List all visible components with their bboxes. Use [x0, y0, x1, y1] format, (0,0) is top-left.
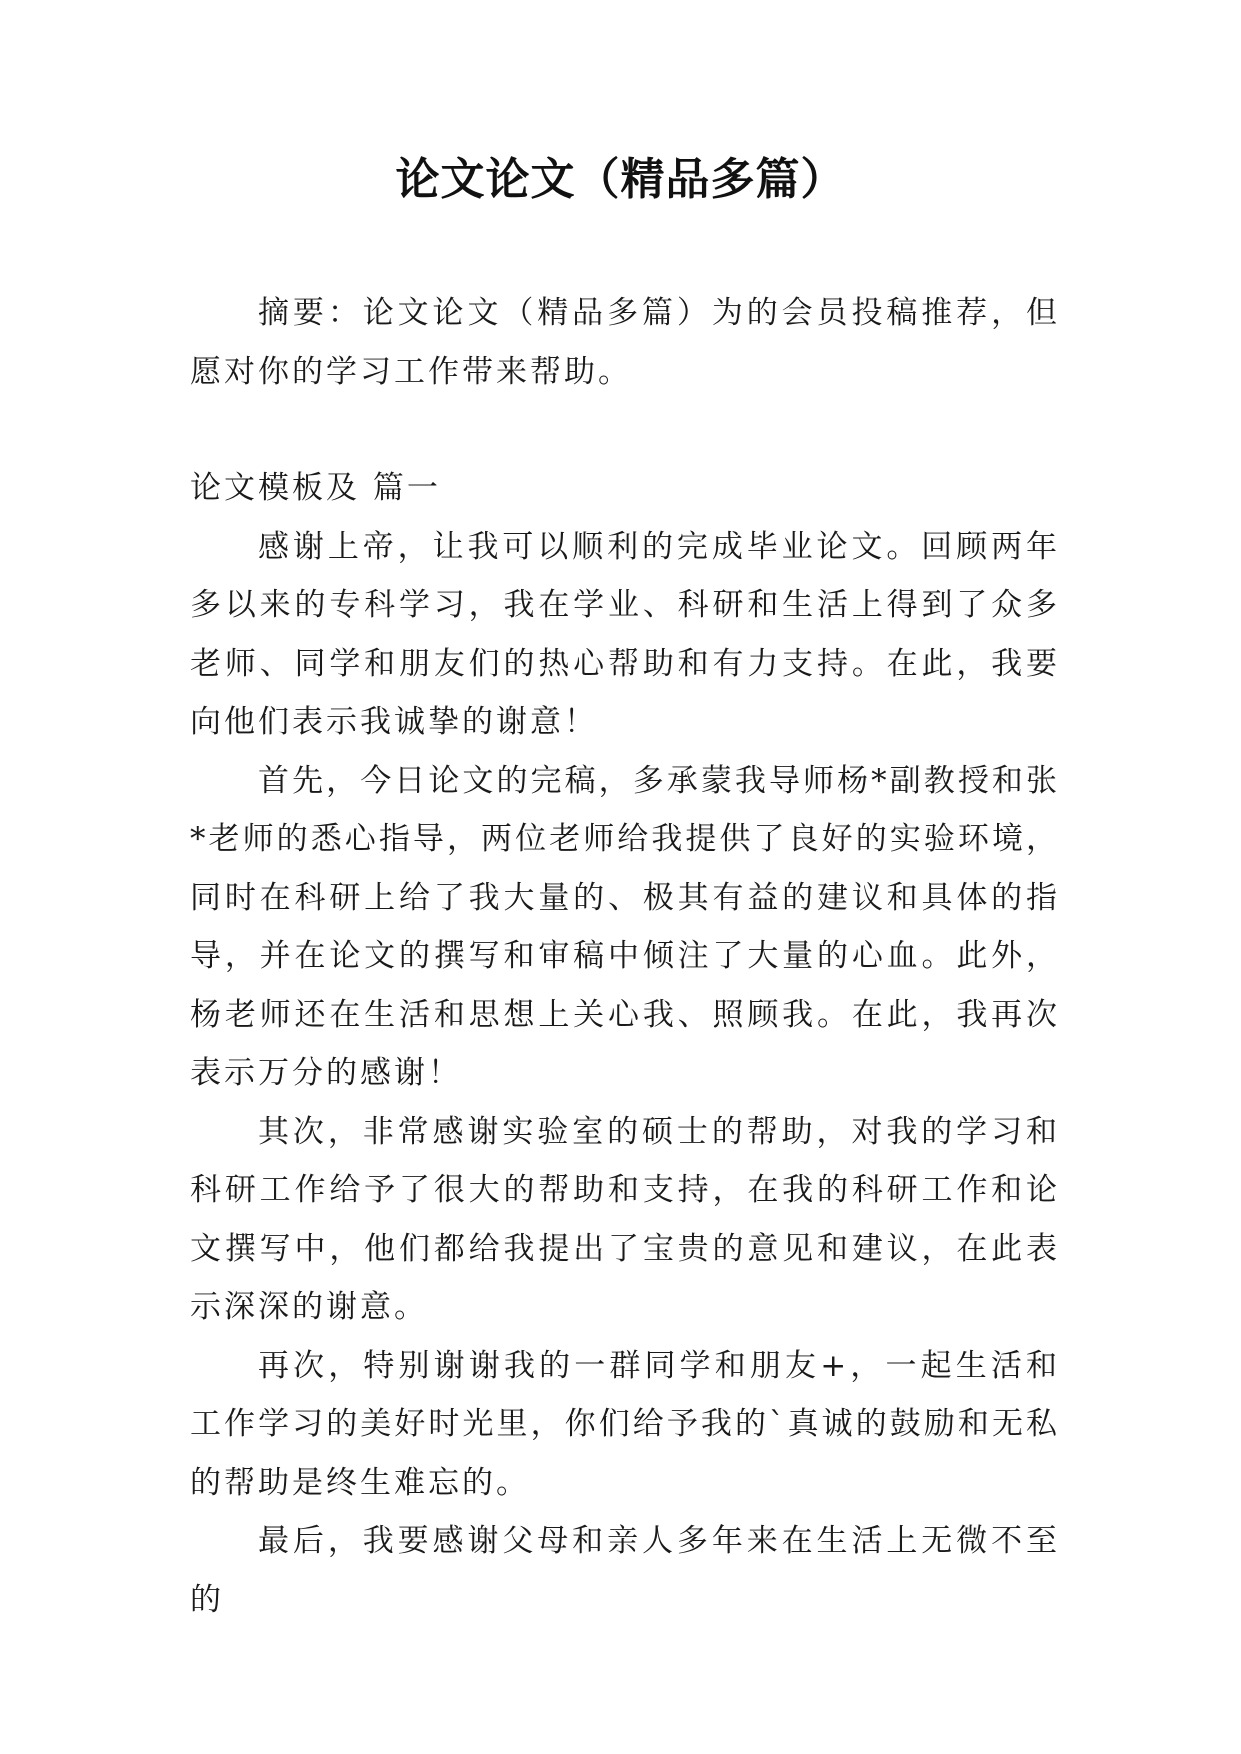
document-title: 论文论文（精品多篇）: [395, 154, 846, 205]
section-heading: 论文模板及 篇一: [190, 470, 441, 506]
body-paragraph-5: 最后，我要感谢父母和亲人多年来在生活上无微不至的: [190, 1523, 1060, 1618]
body-paragraph-4: 再次，特别谢谢我的一群同学和朋友+，一起生活和工作学习的美好时光里，你们给予我的`真诚的鼓励和无私的帮助是终生难忘的。: [190, 1347, 1060, 1501]
body-paragraph-2: 首先，今日论文的完稿，多承蒙我导师杨*副教授和张*老师的悉心指导，两位老师给我提供了良好的实验环境，同时在科研上给了我大量的、极其有益的建议和具体的指导，并在论文的撰写和审稿中倾注了大量的心血。此外，杨老师还在生活和思想上关心我、照顾我。在此，我再次表示万分的感谢！: [190, 762, 1060, 1091]
spacer: [190, 401, 1060, 459]
document-body: [190, 284, 1060, 1629]
abstract-paragraph: 摘要：论文论文（精品多篇）为的会员投稿推荐，但愿对你的学习工作带来帮助。: [190, 295, 1060, 390]
body-paragraph-3: 其次，非常感谢实验室的硕士的帮助，对我的学习和科研工作给予了很大的帮助和支持，在我的科研工作和论文撰写中，他们都给我提出了宝贵的意见和建议，在此表示深深的谢意。: [190, 1113, 1060, 1325]
body-paragraph-1: 感谢上帝，让我可以顺利的完成毕业论文。回顾两年多以来的专科学习，我在学业、科研和生活上得到了众多老师、同学和朋友们的热心帮助和有力支持。在此，我要向他们表示我诚挚的谢意！: [190, 528, 1060, 740]
